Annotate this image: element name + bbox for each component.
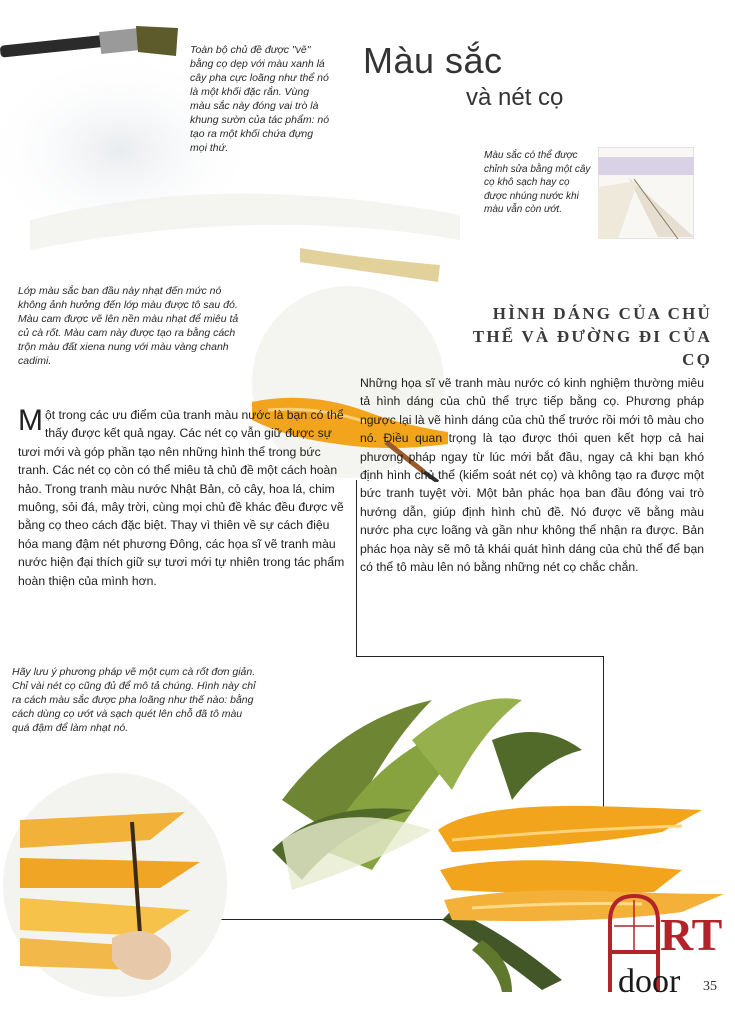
svg-text:RT: RT xyxy=(660,909,723,960)
body-right: Những họa sĩ vẽ tranh màu nước có kinh nghiệm thường miêu tả hình dáng của chủ thể trực tiếp bằng cọ. Phương pháp ngược lại là vẽ hình dáng của chủ thể trước rồi mới tô màu cho nó. Điều quan trọng là tạo được thói quen kết hợp cả hai phương pháp ngay từ lúc mới bắt đầu, ngay cả khi bạn khó định hình chủ thể (kiểm soát nét cọ) và không tạo ra được một bức tranh tuyệt vời. Một bản phác họa ban đầu đóng vai trò hướng dẫn, giúp định hình chủ đề. Nó được vẽ bằng màu nước pha cực loãng và gần như không thể nhận ra được. Bản phác họa này sẽ mô tả khái quát hình dáng của chủ thể để bạn có thể tô màu lên nó bằng những nét cọ chắc chắn. xyxy=(360,376,704,575)
caption-top: Toàn bộ chủ đề được "vẽ" bằng cọ dẹp với màu xanh lá cây pha cực loãng như thể nó là một khối đặc rắn. Vùng màu sắc này đóng vai trò là khung sườn của tác phẩm: nó tạo ra một khối chứa đựng mọi thứ. xyxy=(190,44,330,154)
page-title: Màu sắc xyxy=(363,40,503,81)
caption-right: Màu sắc có thể được chỉnh sửa bằng một cây cọ khô sạch hay cọ được nhúng nước khi màu vẫn còn ướt. xyxy=(484,150,591,215)
leader-line-vertical xyxy=(356,480,357,656)
body-left-text: ột trong các ưu điểm của tranh màu nước là bạn có thể thấy được kết quả ngay. Các nét cọ vẫn giữ được sự tươi mới và góp phần tạo nên những hình thể trong bức tranh. Các nét cọ còn có thể miêu tả chủ đề một cách hoàn hảo. Trong tranh màu nước Nhật Bản, cỏ cây, hoa lá, chim muông, sỏi đá, mây trời, cùng mọi chủ đề khác đều được vẽ bằng cọ theo cách đặc biệt. Thay vì thiên về sự cách điệu hóa mang đậm nét phương Đông, các họa sĩ vẽ tranh màu nước hiện đại thích giữ sự tươi mới tự nhiên trong tác phẩm hoàn thiện của mình hơn. xyxy=(18,408,345,588)
drop-cap: M xyxy=(18,404,43,437)
leader-line-horizontal xyxy=(356,656,604,657)
page-subtitle: và nét cọ xyxy=(466,84,564,111)
caption-left: Lớp màu sắc ban đầu này nhạt đến mức nó không ảnh hưởng đến lớp màu được tô sau đó. Màu cam được vẽ lên nền màu nhạt để miêu tả củ cà rốt. Màu cam này được tạo ra bằng cách trộn màu đất xiena nung với màu vàng chanh cadimi. xyxy=(18,285,239,367)
caption-bottom: Hãy lưu ý phương pháp vẽ một cụm cà rốt đơn giản. Chỉ vài nét cọ cũng đủ để mô tả chúng. Hình này chỉ ra cách màu sắc được pha loãng như thế nào: bằng cách dùng cọ ướt và sạch quét lên chỗ đã tô màu quá đậm để làm nhạt nó. xyxy=(12,666,256,734)
carrot-bunch-detail xyxy=(0,770,230,1000)
section-heading: HÌNH DÁNG CỦA CHỦ THỂ VÀ ĐƯỜNG ĐI CỦA CỌ xyxy=(472,304,712,369)
page-number: 35 xyxy=(703,979,717,994)
road-sketch-thumbnail xyxy=(598,147,694,239)
body-left xyxy=(18,406,348,590)
svg-text:door: door xyxy=(618,963,681,1000)
